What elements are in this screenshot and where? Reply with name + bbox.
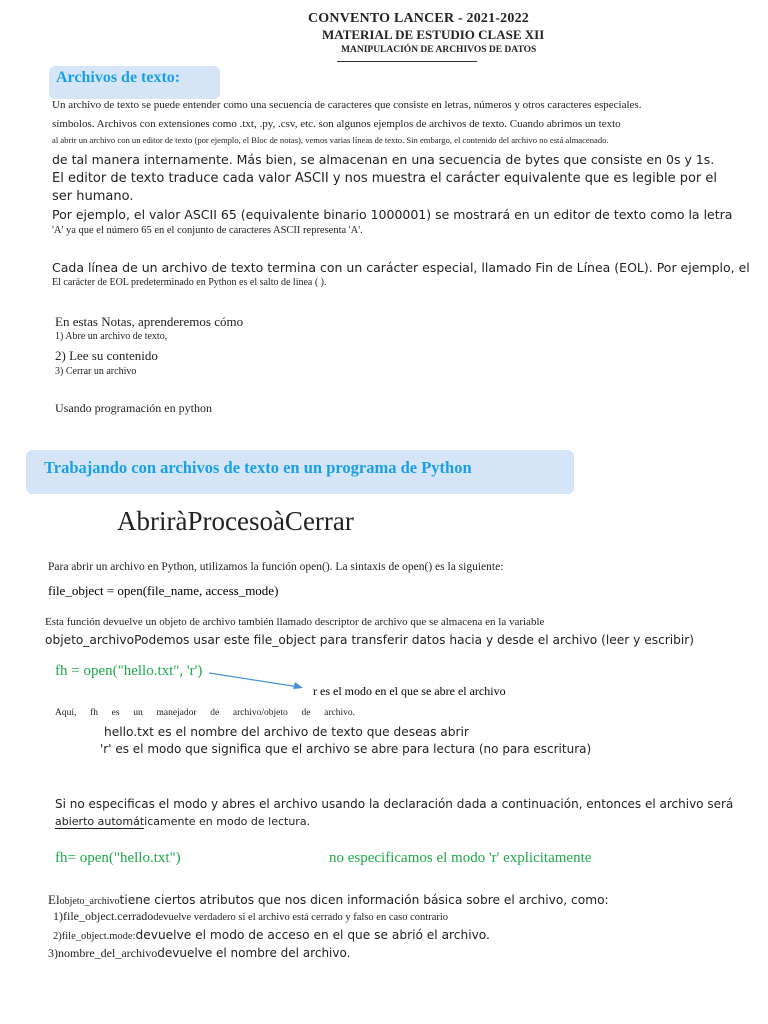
paragraph-line: al abrir un archivo con un editor de texto (por ejemplo, el Bloc de notas), vemos varias líneas de texto. Sin embargo, el contenido del archivo no está almacenado. xyxy=(52,135,609,145)
text: tiene ciertos atributos que nos dicen información básica sobre el archivo, como: xyxy=(119,893,609,907)
notes-item-open: 1) Abre un archivo de texto, xyxy=(55,331,168,342)
word: fh xyxy=(90,708,98,718)
paragraph-line: El editor de texto traduce cada valor ASCII y nos muestra el carácter equivalente que es legible por el xyxy=(52,171,717,186)
open-intro: Para abrir un archivo en Python, utilizamos la función open(). La sintaxis de open() es la siguiente: xyxy=(48,561,504,573)
topic-underline xyxy=(337,61,477,62)
text: El xyxy=(48,892,60,907)
arrow-note: r es el modo en el que se abre el archivo xyxy=(313,684,506,698)
text: 1)file_object.cerrado xyxy=(53,909,154,923)
paragraph-line: Por ejemplo, el valor ASCII 65 (equivalente binario 1000001) se mostrará en un editor de texto como la letra xyxy=(52,207,733,222)
document-topic: MANIPULACIÓN DE ARCHIVOS DE DATOS xyxy=(341,45,537,55)
text: objeto_archivo xyxy=(59,896,120,907)
word: un xyxy=(133,708,143,718)
word: es xyxy=(111,708,120,718)
attribute-name xyxy=(48,946,350,961)
arrow-icon xyxy=(205,668,315,694)
paragraph-line: ser humano. xyxy=(52,189,134,204)
underlined-text: abierto automát xyxy=(55,815,145,828)
code-open-default-note: no especificamos el modo 'r' explicitamente xyxy=(329,850,592,866)
paragraph-line: Un archivo de texto se puede entender como una secuencia de caracteres que consiste en letras, números y otros caracteres especiales. xyxy=(52,99,642,111)
default-mode-line xyxy=(55,815,310,828)
text: devuelve verdadero si el archivo está cerrado y falso en caso contrario xyxy=(153,912,449,923)
notes-using: Usando programación en python xyxy=(55,401,212,415)
mode-desc: 'r' es el modo que significa que el archivo se abre para lectura (no para escritura) xyxy=(100,742,592,756)
text: icamente en modo de lectura. xyxy=(144,815,311,828)
hello-desc: hello.txt es el nombre del archivo de texto que deseas abrir xyxy=(104,725,469,739)
function-desc-line: objeto_archivoPodemos usar este file_object para transferir datos hacia y desde el archivo (leer y escribir) xyxy=(45,633,695,647)
notes-item-close: 3) Cerrar un archivo xyxy=(55,366,137,377)
section-heading-text-python: Trabajando con archivos de texto en un programa de Python xyxy=(44,458,472,477)
paragraph-line: 'A' ya que el número 65 en el conjunto de caracteres ASCII representa 'A'. xyxy=(52,225,363,236)
text: devuelve el nombre del archivo. xyxy=(157,946,351,960)
handle-desc-line xyxy=(55,708,355,718)
text: devuelve el modo de acceso en el que se abrió el archivo. xyxy=(135,928,490,942)
function-desc-line: Esta función devuelve un objeto de archivo también llamado descriptor de archivo que se almacena en la variable xyxy=(45,616,545,628)
attribute-closed xyxy=(53,909,448,924)
word: manejador xyxy=(156,708,197,718)
paragraph-line: Cada línea de un archivo de texto termina con un carácter especial, llamado Fin de Línea (EOL). Por ejemplo, el xyxy=(52,260,750,275)
code-open-default: fh= open("hello.txt") xyxy=(55,850,181,866)
code-open-read: fh = open("hello.txt", 'r') xyxy=(55,663,203,679)
attribute-mode xyxy=(53,928,490,942)
text: 2)file_object.mode: xyxy=(53,931,136,942)
word: de xyxy=(210,708,220,718)
word: archivo/objeto xyxy=(232,708,288,718)
paragraph-line: de tal manera internamente. Más bien, se almacenan en una secuencia de bytes que consiste en 0s y 1s. xyxy=(52,152,715,167)
word: archivo. xyxy=(324,708,355,718)
word: Aquí, xyxy=(55,708,77,718)
document-title: CONVENTO LANCER - 2021-2022 xyxy=(308,11,529,26)
paragraph-line: El carácter de EOL predeterminado en Python es el salto de línea ( ). xyxy=(52,277,327,288)
paragraph-line: símbolos. Archivos con extensiones como .txt, .py, .csv, etc. son algunos ejemplos de archivos de texto. Cuando abrimos un texto xyxy=(52,118,621,130)
notes-intro: En estas Notas, aprenderemos cómo xyxy=(55,314,244,329)
open-syntax: file_object = open(file_name, access_mode) xyxy=(48,583,279,598)
default-mode-line: Si no especificas el modo y abres el archivo usando la declaración dada a continuación, entonces el archivo será xyxy=(55,797,734,811)
process-flow-title: AbriràProcesoàCerrar xyxy=(117,506,354,536)
text: 3)nombre_del_archivo xyxy=(48,946,158,960)
document-subtitle: MATERIAL DE ESTUDIO CLASE XII xyxy=(322,27,545,42)
attributes-intro xyxy=(48,892,609,908)
notes-item-read: 2) Lee su contenido xyxy=(55,348,158,363)
section-heading-text-files: Archivos de texto: xyxy=(56,69,181,86)
word: de xyxy=(301,708,311,718)
